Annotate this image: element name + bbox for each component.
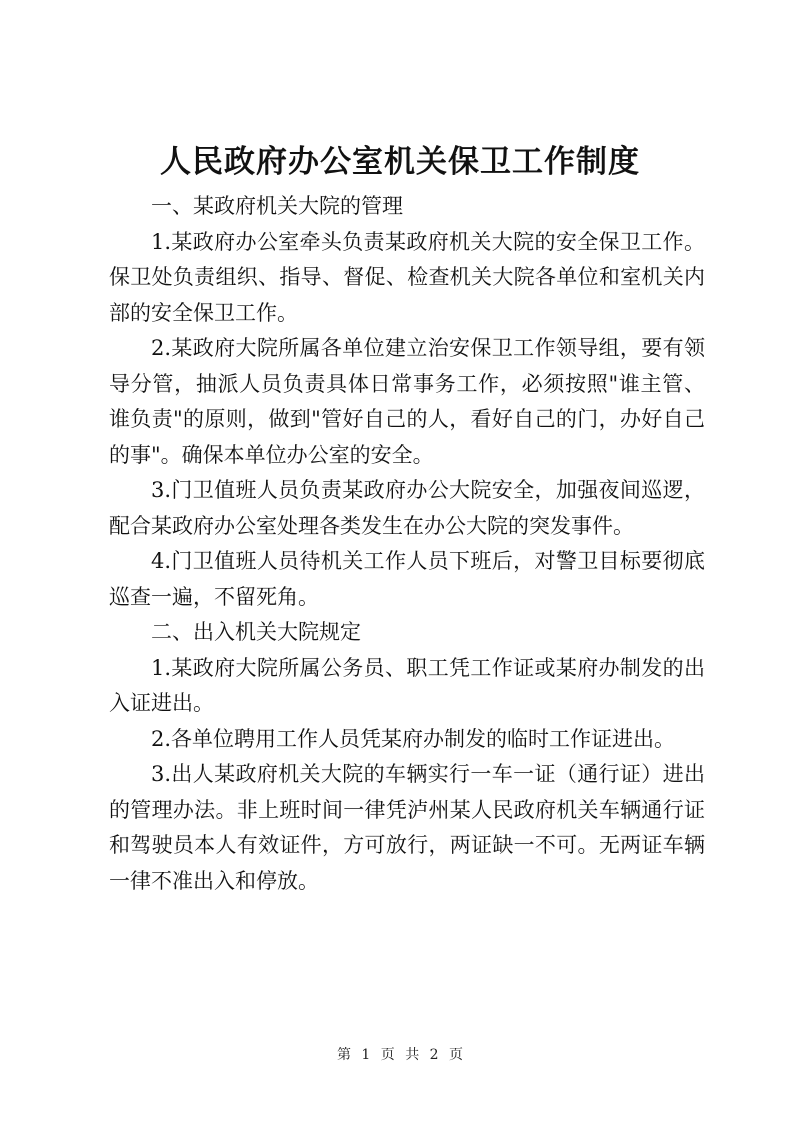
paragraph-1-1: 1.某政府办公室牵头负责某政府机关大院的安全保卫工作。保卫处负责组织、指导、督促、检查机关大院各单位和室机关内部的安全保卫工作。 — [109, 229, 705, 325]
paragraph-2-3: 3.出人某政府机关大院的车辆实行一车一证（通行证）进出的管理办法。非上班时间一律凭泸州某人民政府机关车辆通行证和驾驶员本人有效证件，方可放行，两证缺一不可。无两证车辆一律不准出入和停放。 — [109, 762, 705, 893]
paragraph-1-4: 4.门卫值班人员待机关工作人员下班后，对警卫目标要彻底巡查一遍，不留死角。 — [109, 549, 705, 609]
paragraph-2-2: 2.各单位聘用工作人员凭某府办制发的临时工作证进出。 — [151, 726, 676, 751]
paragraph-2-1: 1.某政府大院所属公务员、职工凭工作证或某府办制发的出入证进出。 — [109, 655, 705, 715]
document-title: 人民政府办公室机关保卫工作制度 — [160, 144, 640, 180]
paragraph-1-2: 2.某政府大院所属各单位建立治安保卫工作领导组，要有领导分管，抽派人员负责具体日常事务工作，必须按照"谁主管、谁负责"的原则，做到"管好自己的人，看好自己的门，办好自己的事"。确保本单位办公室的安全。 — [109, 336, 705, 467]
page-number-footer: 第 1 页 共 2 页 — [336, 1047, 464, 1063]
paragraph-1-3: 3.门卫值班人员负责某政府办公大院安全，加强夜间巡逻，配合某政府办公室处理各类发生在办公大院的突发事件。 — [109, 478, 705, 538]
section-heading-1: 一、某政府机关大院的管理 — [151, 194, 403, 218]
document-body — [109, 189, 705, 899]
section-heading-2: 二、出入机关大院规定 — [151, 620, 361, 644]
